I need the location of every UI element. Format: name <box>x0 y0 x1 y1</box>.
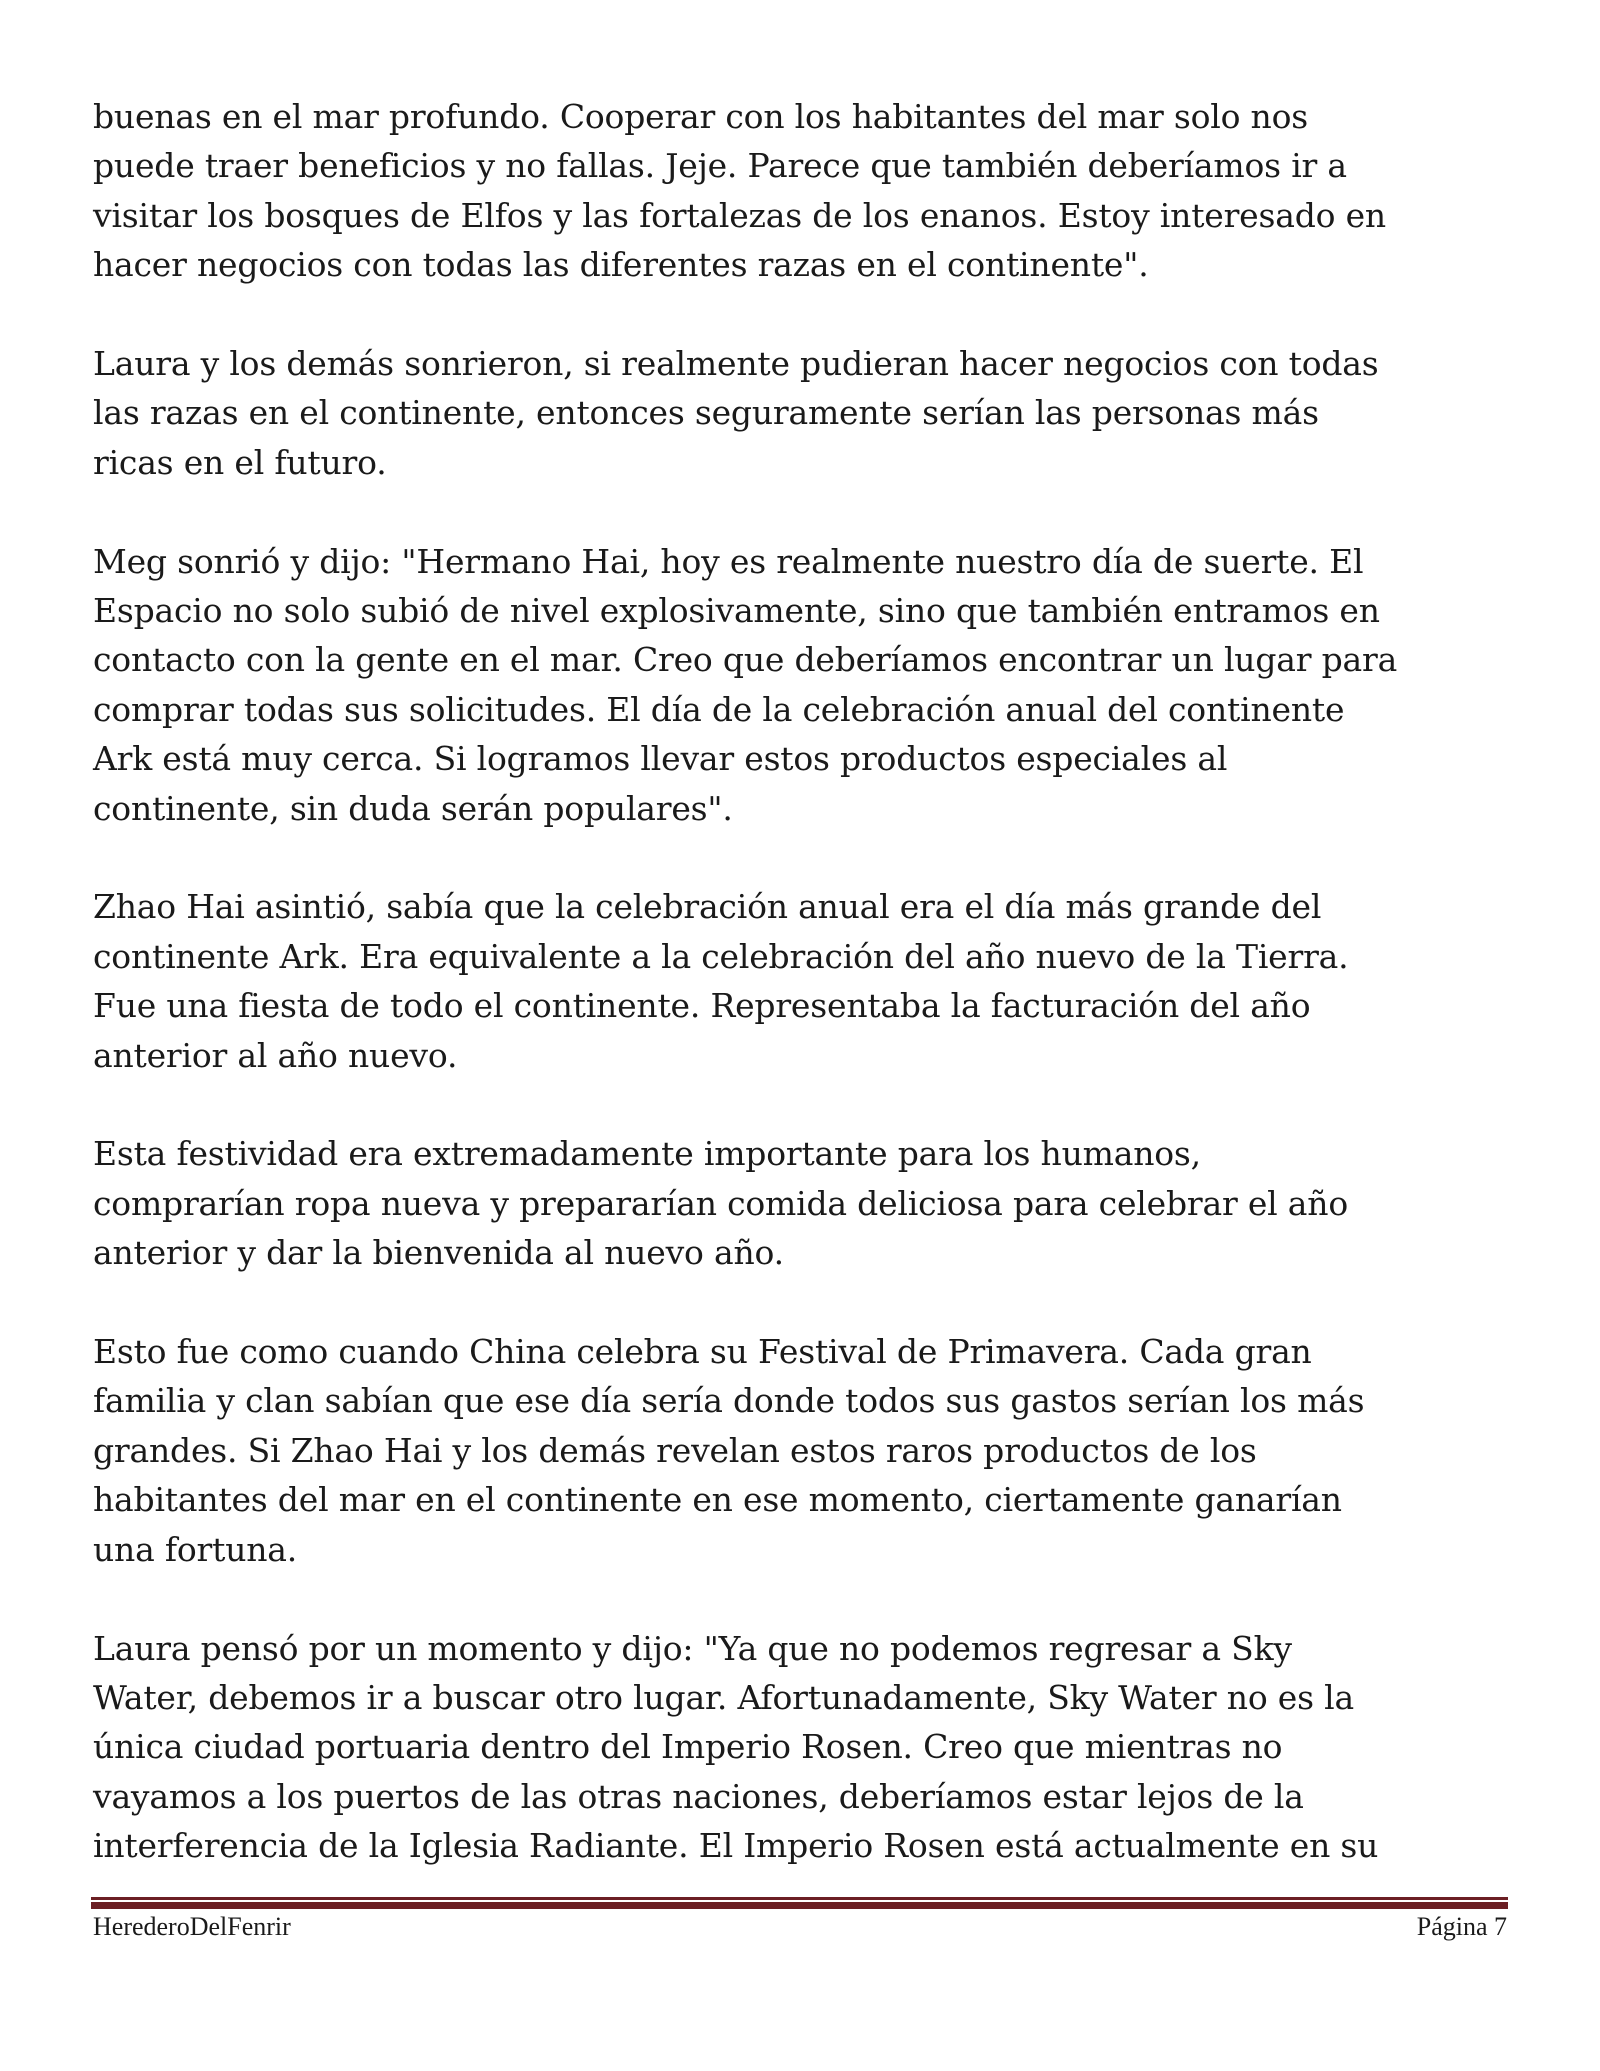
text-line: única ciudad portuaria dentro del Imperio Rosen. Creo que mientras no <box>93 1727 1283 1767</box>
text-line: Fue una fiesta de todo el continente. Representaba la facturación del año <box>93 986 1311 1026</box>
text-line: las razas en el continente, entonces seguramente serían las personas más <box>93 393 1319 433</box>
footer-divider-thick <box>91 1902 1508 1909</box>
body-text <box>93 92 1513 1920</box>
text-line: interferencia de la Iglesia Radiante. El Imperio Rosen está actualmente en su <box>93 1826 1379 1866</box>
text-line: comprarían ropa nueva y prepararían comida deliciosa para celebrar el año <box>93 1183 1348 1223</box>
paragraph-5 <box>93 1129 1513 1277</box>
text-line: Water, debemos ir a buscar otro lugar. Afortunadamente, Sky Water no es la <box>93 1677 1354 1717</box>
footer-author: HerederoDelFenrir <box>93 1912 291 1941</box>
text-line: grandes. Si Zhao Hai y los demás revelan estos raros productos de los <box>93 1430 1257 1470</box>
text-line: Esto fue como cuando China celebra su Festival de Primavera. Cada gran <box>93 1332 1312 1372</box>
text-line: continente Ark. Era equivalente a la celebración del año nuevo de la Tierra. <box>93 936 1349 976</box>
text-line: Meg sonrió y dijo: "Hermano Hai, hoy es realmente nuestro día de suerte. El <box>93 541 1364 581</box>
text-line: puede traer beneficios y no fallas. Jeje. Parece que también deberíamos ir a <box>93 146 1347 186</box>
text-line: ricas en el futuro. <box>93 442 387 482</box>
text-line: Espacio no solo subió de nivel explosivamente, sino que también entramos en <box>93 591 1380 631</box>
text-line: Laura y los demás sonrieron, si realmente pudieran hacer negocios con todas <box>93 344 1379 384</box>
text-line: Ark está muy cerca. Si logramos llevar estos productos especiales al <box>93 739 1228 779</box>
text-line: anterior y dar la bienvenida al nuevo año. <box>93 1233 784 1273</box>
text-line: Zhao Hai asintió, sabía que la celebración anual era el día más grande del <box>93 887 1322 927</box>
text-line: habitantes del mar en el continente en ese momento, ciertamente ganarían <box>93 1480 1342 1520</box>
text-line: contacto con la gente en el mar. Creo que deberíamos encontrar un lugar para <box>93 640 1398 680</box>
text-line: anterior al año nuevo. <box>93 1035 458 1075</box>
text-line: familia y clan sabían que ese día sería donde todos sus gastos serían los más <box>93 1381 1365 1421</box>
text-line: vayamos a los puertos de las otras naciones, deberíamos estar lejos de la <box>93 1776 1304 1816</box>
paragraph-1 <box>93 92 1513 290</box>
text-line: Esta festividad era extremadamente importante para los humanos, <box>93 1134 1201 1174</box>
text-line: buenas en el mar profundo. Cooperar con los habitantes del mar solo nos <box>93 97 1309 136</box>
text-line: comprar todas sus solicitudes. El día de la celebración anual del continente <box>93 689 1345 729</box>
paragraph-6 <box>93 1327 1513 1574</box>
text-line: una fortuna. <box>93 1529 298 1569</box>
paragraph-4 <box>93 882 1513 1080</box>
text-line: Laura pensó por un momento y dijo: "Ya que no podemos regresar a Sky <box>93 1628 1292 1668</box>
paragraph-3 <box>93 537 1513 833</box>
paragraph-2 <box>93 339 1513 487</box>
paragraph-7 <box>93 1624 1513 1871</box>
footer-page-number: Página 7 <box>1416 1912 1507 1941</box>
text-line: visitar los bosques de Elfos y las fortalezas de los enanos. Estoy interesado en <box>93 195 1386 235</box>
footer-divider-thin <box>91 1897 1508 1900</box>
text-line: hacer negocios con todas las diferentes razas en el continente". <box>93 245 1149 285</box>
text-line: continente, sin duda serán populares". <box>93 788 733 828</box>
